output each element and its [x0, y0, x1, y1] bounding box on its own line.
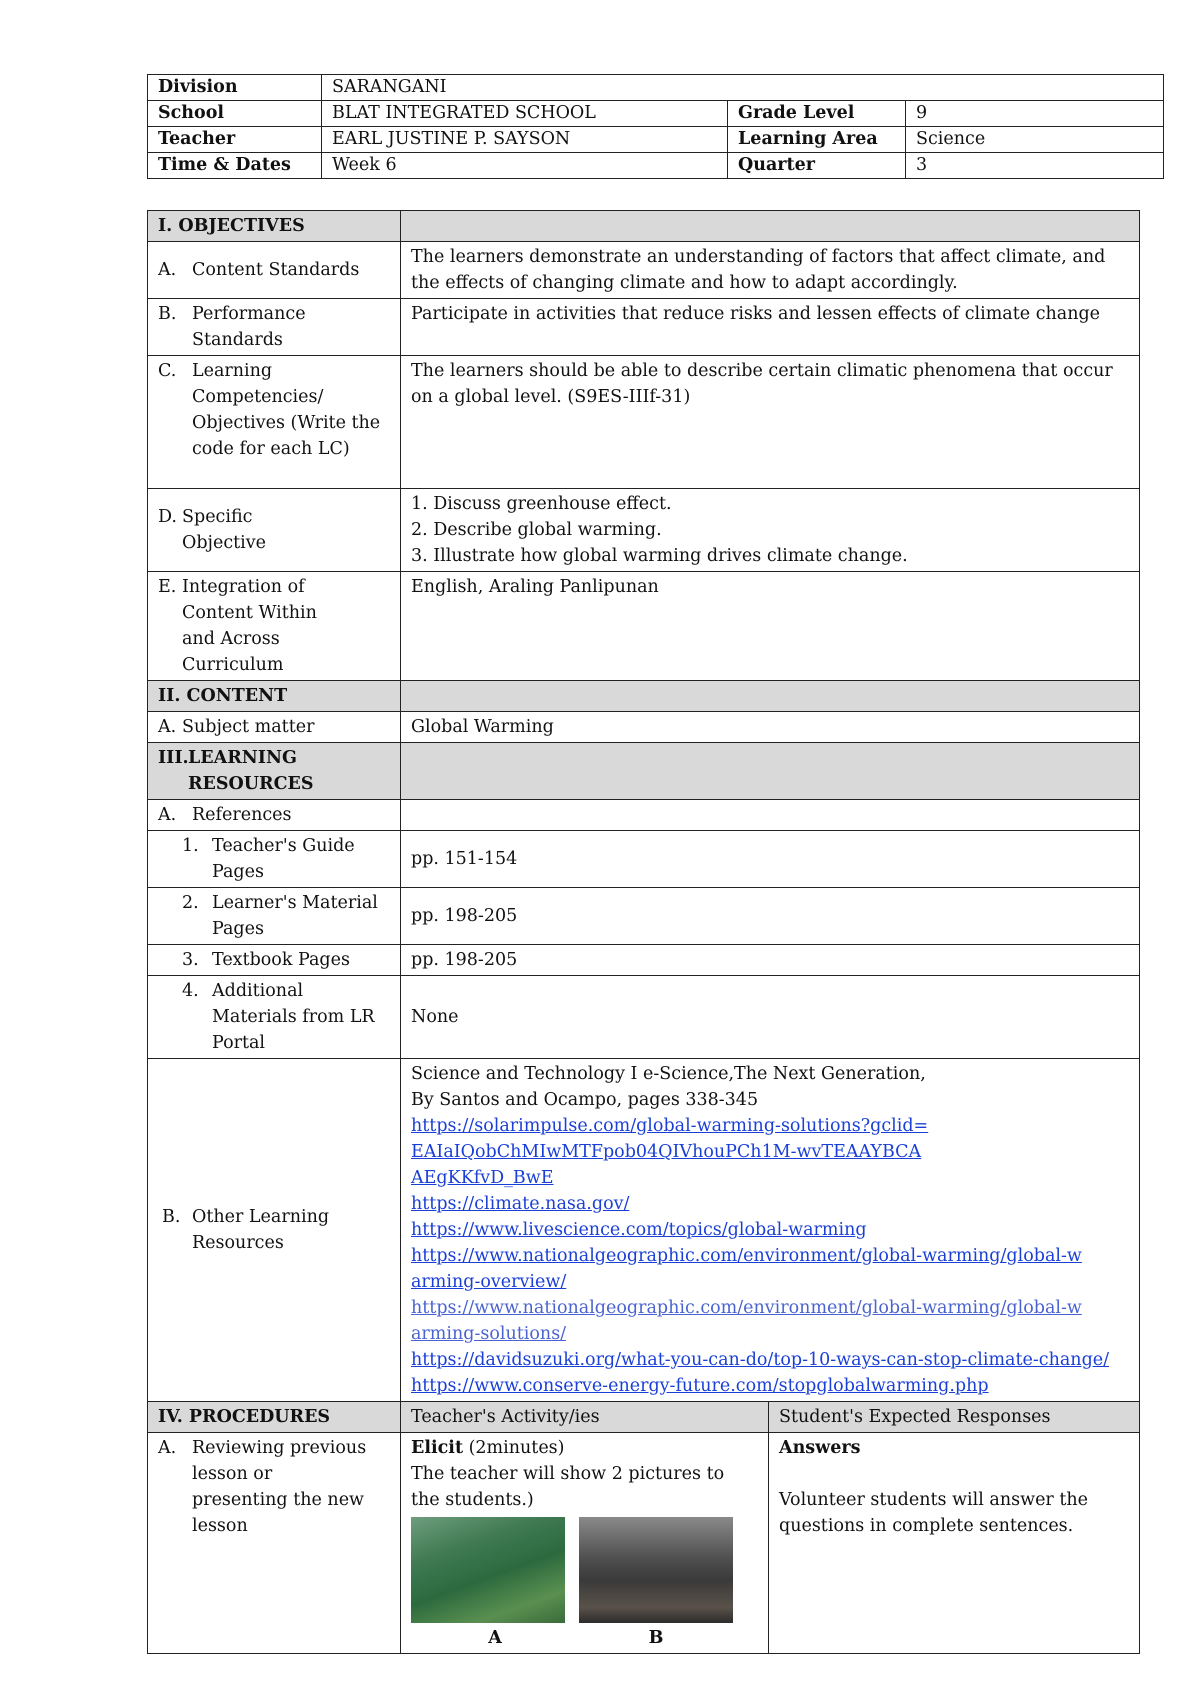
textbook-value: pp. 198-205: [401, 945, 1140, 976]
learning-competencies-letter: C.: [158, 361, 177, 381]
learners-material-label-cell: [148, 888, 401, 945]
student-response-column: Student's Expected Responses: [769, 1402, 1140, 1433]
time-value: Week 6: [322, 153, 728, 179]
resources-heading-num: III.: [158, 748, 189, 768]
teacher-value: EARL JUSTINE P. SAYSON: [322, 127, 728, 153]
integration-label: Integration of Content Within and Across Curriculum: [182, 577, 317, 675]
references-letter: A.: [158, 805, 177, 825]
answers-text: Volunteer students will answer the questions in complete sentences.: [779, 1490, 1089, 1536]
other-resources-row: [148, 1059, 1140, 1402]
performance-standards-label: Performance Standards: [192, 304, 306, 350]
specific-objective-item: 2. Describe global warming.: [411, 520, 662, 540]
specific-objective-item: 3. Illustrate how global warming drives climate change.: [411, 546, 908, 566]
objectives-heading: I. OBJECTIVES: [148, 211, 401, 242]
division-value: SARANGANI: [322, 75, 1164, 101]
resource-link[interactable]: https://www.nationalgeographic.com/environment/global-warming/global-warming-solutions/: [411, 1298, 1082, 1344]
textbook-num: 3.: [182, 950, 199, 970]
reviewing-letter: A.: [158, 1438, 177, 1458]
forest-picture: [411, 1517, 565, 1623]
reviewing-label-cell: [148, 1433, 401, 1654]
resources-heading-row: [148, 743, 1140, 800]
other-resources-label-cell: [148, 1059, 401, 1402]
grade-value: 9: [906, 101, 1164, 127]
objectives-heading-blank: [401, 211, 1140, 242]
quarter-label: Quarter: [728, 153, 906, 179]
lesson-plan-table: [147, 210, 1140, 1654]
textbook-label-cell: [148, 945, 401, 976]
content-standards-text: The learners demonstrate an understanding of factors that affect climate, and the effects of changing climate and how to adapt accordingly.: [401, 242, 1140, 299]
procedures-heading-row: [148, 1402, 1140, 1433]
specific-objective-row: [148, 489, 1140, 572]
elicit-pictures: [411, 1517, 758, 1623]
content-standards-letter: A.: [158, 260, 177, 280]
header-row-division: [148, 75, 1164, 101]
header-row-teacher: [148, 127, 1164, 153]
references-label: References: [192, 805, 292, 825]
additional-materials-label: Additional Materials from LR Portal: [212, 981, 375, 1053]
picture-labels: [411, 1625, 758, 1651]
teacher-label: Teacher: [148, 127, 322, 153]
specific-objective-list: [401, 489, 1140, 572]
performance-standards-row: [148, 299, 1140, 356]
integration-label-cell: [148, 572, 401, 681]
textbook-row: [148, 945, 1140, 976]
specific-objective-letter: D.: [158, 507, 177, 527]
other-resources-letter: B.: [162, 1207, 181, 1227]
specific-objective-label-cell: [148, 489, 401, 572]
content-heading-blank: [401, 681, 1140, 712]
picture-label-a: A: [488, 1628, 502, 1648]
school-value: BLAT INTEGRATED SCHOOL: [322, 101, 728, 127]
elicit-text: The teacher will show 2 pictures to the students.): [411, 1464, 725, 1510]
learning-competencies-label: Learning Competencies/ Objectives (Write the code for each LC): [192, 361, 381, 459]
header-row-school: [148, 101, 1164, 127]
learners-material-row: [148, 888, 1140, 945]
resources-heading: LEARNING RESOURCES: [188, 748, 314, 794]
subject-matter-letter: A.: [158, 717, 177, 737]
learners-material-label: Learner's Material Pages: [212, 893, 378, 939]
specific-objective-item: 1. Discuss greenhouse effect.: [411, 494, 672, 514]
references-label-cell: [148, 800, 401, 831]
resources-heading-cell: [148, 743, 401, 800]
elicit-title: Elicit: [411, 1438, 464, 1458]
additional-materials-value: None: [401, 976, 1140, 1059]
quarter-value: 3: [906, 153, 1164, 179]
resource-link[interactable]: https://climate.nasa.gov/: [411, 1194, 630, 1214]
teachers-guide-value: pp. 151-154: [401, 831, 1140, 888]
subject-matter-label: Subject matter: [182, 717, 315, 737]
additional-materials-num: 4.: [182, 981, 199, 1001]
grade-label: Grade Level: [728, 101, 906, 127]
resource-link[interactable]: https://davidsuzuki.org/what-you-can-do/top-10-ways-can-stop-climate-change/: [411, 1350, 1110, 1370]
learning-competencies-text: The learners should be able to describe certain climatic phenomena that occur on a global level. (S9ES-IIIf-31): [401, 356, 1140, 489]
reviewing-label: Reviewing previous lesson or presenting the new lesson: [192, 1438, 367, 1536]
specific-objective-label: Specific Objective: [182, 507, 267, 553]
header-table: [147, 74, 1164, 179]
objectives-heading-row: [148, 211, 1140, 242]
integration-text: English, Araling Panlipunan: [401, 572, 1140, 681]
content-standards-label-cell: [148, 242, 401, 299]
area-value: Science: [906, 127, 1164, 153]
subject-matter-text: Global Warming: [401, 712, 1140, 743]
references-row: [148, 800, 1140, 831]
content-standards-row: [148, 242, 1140, 299]
learners-material-value: pp. 198-205: [401, 888, 1140, 945]
resource-link[interactable]: https://www.livescience.com/topics/global-warming: [411, 1220, 867, 1240]
resource-link[interactable]: https://solarimpulse.com/global-warming-solutions?gclid=EAIaIQobChMIwMTFpob04QIVhouPCh1M-wvTEAAYBCAAEgKKfvD_BwE: [411, 1116, 929, 1188]
learning-competencies-label-cell: [148, 356, 401, 489]
content-heading: II. CONTENT: [148, 681, 401, 712]
content-standards-label: Content Standards: [192, 260, 360, 280]
performance-standards-letter: B.: [158, 304, 177, 324]
procedures-heading: IV. PROCEDURES: [148, 1402, 401, 1433]
subject-matter-label-cell: [148, 712, 401, 743]
elicit-line: [411, 1435, 758, 1461]
teachers-guide-num: 1.: [182, 836, 199, 856]
references-blank: [401, 800, 1140, 831]
teachers-guide-label: Teacher's Guide Pages: [212, 836, 355, 882]
resources-heading-blank: [401, 743, 1140, 800]
other-resources-list: [401, 1059, 1140, 1402]
integration-letter: E.: [158, 577, 177, 597]
picture-label-b: B: [648, 1628, 664, 1648]
time-label: Time & Dates: [148, 153, 322, 179]
division-label: Division: [148, 75, 322, 101]
area-label: Learning Area: [728, 127, 906, 153]
teacher-activity-column: Teacher's Activity/ies: [401, 1402, 769, 1433]
school-label: School: [148, 101, 322, 127]
additional-materials-row: [148, 976, 1140, 1059]
elicit-time: (2minutes): [463, 1438, 565, 1458]
performance-standards-label-cell: [148, 299, 401, 356]
learners-material-num: 2.: [182, 893, 199, 913]
reviewing-row: [148, 1433, 1140, 1654]
performance-standards-text: Participate in activities that reduce risks and lessen effects of climate change: [401, 299, 1140, 356]
teachers-guide-row: [148, 831, 1140, 888]
content-heading-row: [148, 681, 1140, 712]
answers-heading: Answers: [779, 1438, 861, 1458]
other-resources-line: Science and Technology I e-Science,The Next Generation,: [411, 1064, 926, 1084]
deforestation-picture: [579, 1517, 733, 1623]
other-resources-label: Other Learning Resources: [192, 1207, 330, 1253]
integration-row: [148, 572, 1140, 681]
subject-matter-row: [148, 712, 1140, 743]
resource-link[interactable]: https://www.conserve-energy-future.com/stopglobalwarming.php: [411, 1376, 989, 1396]
textbook-label: Textbook Pages: [212, 950, 350, 970]
answers-cell: [769, 1433, 1140, 1654]
other-resources-line: By Santos and Ocampo, pages 338-345: [411, 1090, 759, 1110]
teachers-guide-label-cell: [148, 831, 401, 888]
additional-materials-label-cell: [148, 976, 401, 1059]
learning-competencies-row: [148, 356, 1140, 489]
resource-link[interactable]: https://www.nationalgeographic.com/environment/global-warming/global-warming-overview/: [411, 1246, 1082, 1292]
elicit-cell: [401, 1433, 769, 1654]
header-row-time: [148, 153, 1164, 179]
